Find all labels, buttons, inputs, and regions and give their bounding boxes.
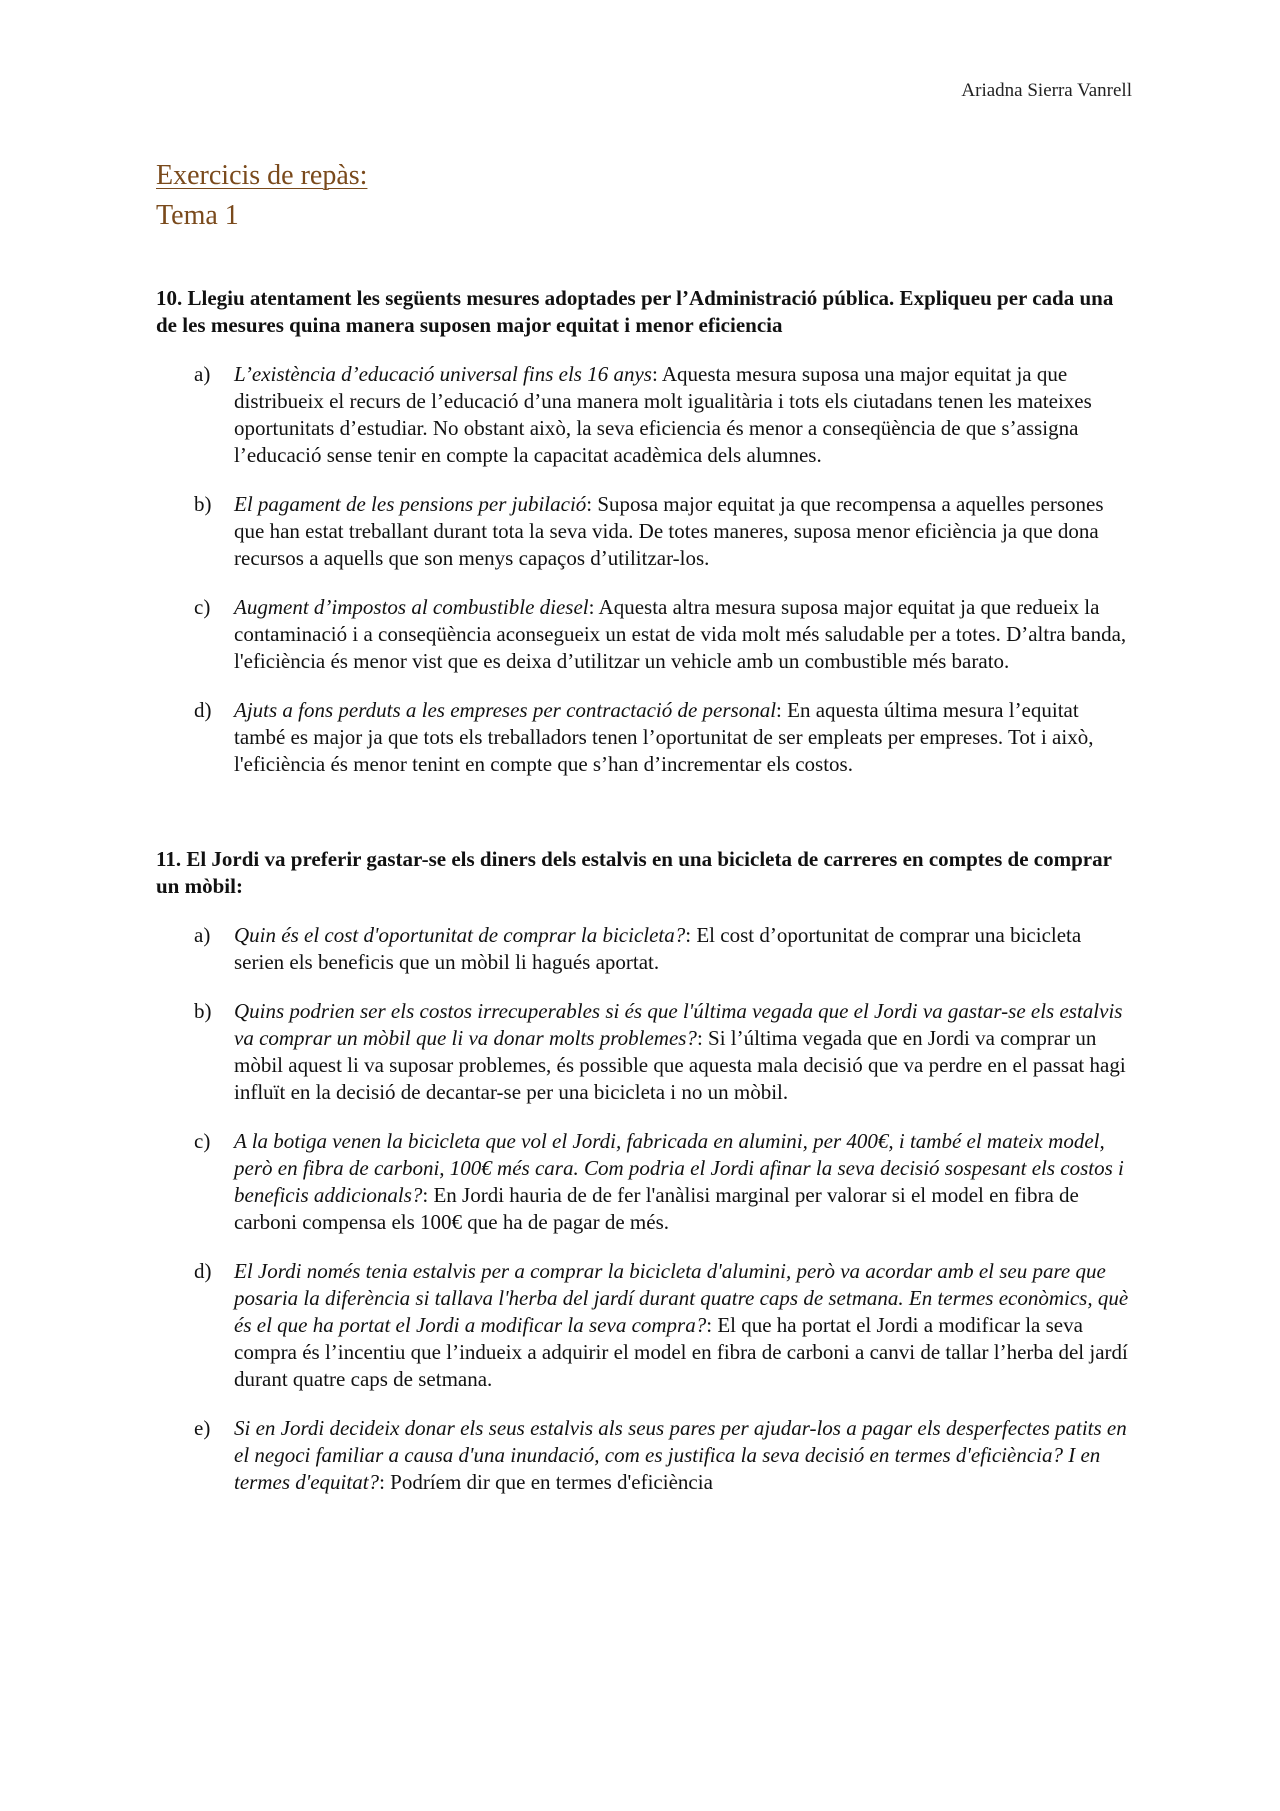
title-topic: Tema 1 bbox=[156, 200, 239, 231]
q11-item-e bbox=[156, 1415, 1132, 1496]
item-question: A la botiga venen la bicicleta que vol el Jordi, fabricada en alumini, per 400€, i també el mateix model, però en fibra de carboni, 100€ més cara. Com podria el Jordi afinar la seva decisió sospesant els costos i beneficis addicionals? bbox=[234, 1129, 1124, 1207]
item-answer: : Podríem dir que en termes d'eficiència bbox=[379, 1470, 713, 1494]
item-question: El Jordi només tenia estalvis per a comprar la bicicleta d'alumini, però va acordar amb el seu pare que posaria la diferència si tallava l'herba del jardí durant quatre caps de setmana. En termes econòmics, què és el que ha portat el Jordi a modificar la seva compra? bbox=[234, 1259, 1129, 1337]
item-answer: : El cost d’oportunitat de comprar una bicicleta serien els beneficis que un mòbil li hagués aportat. bbox=[234, 923, 1082, 974]
list-marker: b) bbox=[194, 492, 212, 516]
item-answer: : En aquesta última mesura l’equitat també es major ja que tots els treballadors tenen l’oportunitat de ser empleats per empreses. Tot i això, l'eficiència és menor tenint en compte que s’han d’incrementar els costos. bbox=[234, 698, 1094, 776]
item-question: Quins podrien ser els costos irrecuperables si és que l'última vegada que el Jordi va gastar-se els estalvis va comprar un mòbil que li va donar molts problemes? bbox=[234, 999, 1123, 1050]
q10-item-b bbox=[156, 491, 1132, 572]
list-marker: a) bbox=[194, 923, 211, 947]
item-answer: : Aquesta mesura suposa una major equitat ja que distribueix el recurs de l’educació d’una manera molt igualitària i tots els ciutadans tenen les mateixes oportunitats d’estudiar. No obstant això, la seva eficiencia és menor a conseqüència de que s’assigna l’educació sense tenir en compte la capacitat acadèmica dels alumnes. bbox=[234, 362, 1092, 467]
q10-item-a bbox=[156, 361, 1132, 469]
question-11-prompt: 11. El Jordi va preferir gastar-se els diners dels estalvis en una bicicleta de carreres en comptes de comprar un mòbil: bbox=[156, 847, 1112, 898]
list-marker: d) bbox=[194, 1259, 212, 1283]
question-10-prompt: 10. Llegiu atentament les següents mesures adoptades per l’Administració pública. Expliqueu per cada una de les mesures quina manera suposen major equitat i menor eficiencia bbox=[156, 286, 1114, 337]
author-name: Ariadna Sierra Vanrell bbox=[961, 80, 1132, 101]
list-marker: c) bbox=[194, 1129, 211, 1153]
q11-item-c bbox=[156, 1128, 1132, 1236]
q10-item-d bbox=[156, 697, 1132, 778]
item-answer: : Si l’última vegada que en Jordi va comprar un mòbil aquest li va suposar problemes, és possible que aquesta mala decisió que va perdre en el passat hagi influït en la decisió de decantar-se per una bicicleta i no un mòbil. bbox=[234, 1026, 1126, 1104]
item-answer: : El que ha portat el Jordi a modificar la seva compra és l’incentiu que l’indueix a adquirir el model en fibra de carboni a canvi de tallar l’herba del jardí durant quatre caps de setmana. bbox=[234, 1313, 1128, 1391]
list-marker: e) bbox=[194, 1416, 211, 1440]
item-answer: : Suposa major equitat ja que recompensa a aquelles persones que han estat treballant durant tota la seva vida. De totes maneres, suposa menor eficiència ja que dona recursos a aquells que son menys capaços d’utilitzar-los. bbox=[234, 492, 1104, 570]
q11-item-b bbox=[156, 998, 1132, 1106]
item-answer: : En Jordi hauria de de fer l'anàlisi marginal per valorar si el model en fibra de carboni compensa els 100€ que ha de pagar de més. bbox=[234, 1183, 1079, 1234]
list-marker: a) bbox=[194, 362, 211, 386]
item-question: Augment d’impostos al combustible diesel bbox=[234, 595, 589, 619]
item-answer: : Aquesta altra mesura suposa major equitat ja que redueix la contaminació i a conseqüència aconsegueix un estat de vida molt més saludable per a totes. D’altra banda, l'eficiència és menor vist que es deixa d’utilitzar un vehicle amb un combustible més barato. bbox=[234, 595, 1127, 673]
title-exercises: Exercicis de repàs: bbox=[156, 160, 368, 191]
list-marker: d) bbox=[194, 698, 212, 722]
item-question: L’existència d’educació universal fins els 16 anys bbox=[234, 362, 652, 386]
list-marker: c) bbox=[194, 595, 211, 619]
item-question: Ajuts a fons perduts a les empreses per contractació de personal bbox=[234, 698, 777, 722]
document-content bbox=[156, 285, 1132, 1518]
item-question: El pagament de les pensions per jubilació bbox=[234, 492, 587, 516]
item-question: Si en Jordi decideix donar els seus estalvis als seus pares per ajudar-los a pagar els desperfectes patits en el negoci familiar a causa d'una inundació, com es justifica la seva decisió en termes d'eficiència? I en termes d'equitat? bbox=[234, 1416, 1127, 1494]
q11-item-a bbox=[156, 922, 1132, 976]
q10-item-c bbox=[156, 594, 1132, 675]
item-question: Quin és el cost d'oportunitat de comprar la bicicleta? bbox=[234, 923, 686, 947]
q11-item-d bbox=[156, 1258, 1132, 1393]
list-marker: b) bbox=[194, 999, 212, 1023]
